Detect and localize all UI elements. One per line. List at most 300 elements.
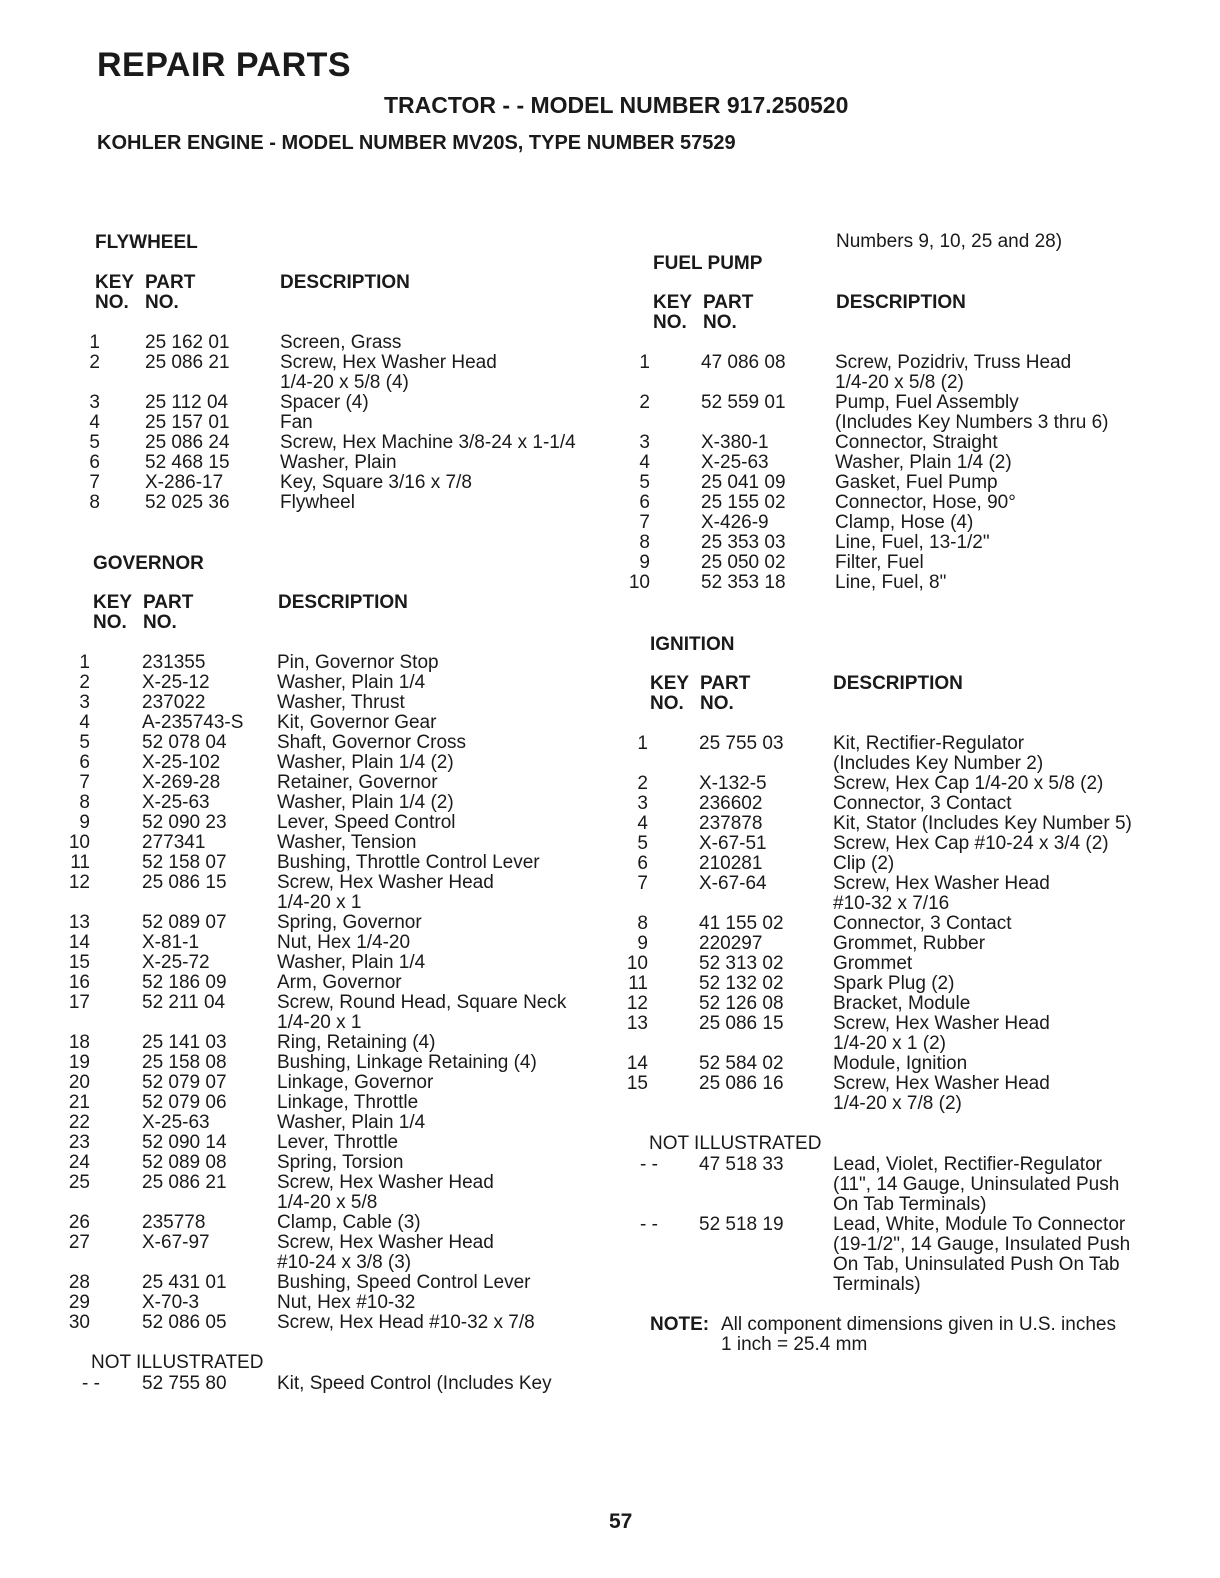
key-number: 2 <box>79 672 90 693</box>
key-header: KEY <box>93 592 133 613</box>
key-number: 2 <box>89 352 100 373</box>
table-row <box>0 734 1220 754</box>
part-number: 235778 <box>142 1212 206 1233</box>
part-description: 1/4-20 x 1 <box>277 1012 362 1033</box>
part-number: 25 086 21 <box>142 1172 227 1193</box>
part-number: X-81-1 <box>142 932 200 953</box>
key-number: 4 <box>639 452 650 473</box>
key-number: 1 <box>639 352 650 373</box>
key-number: 13 <box>626 1013 648 1034</box>
part-number: 277341 <box>142 832 206 853</box>
part-number: 25 431 01 <box>142 1272 227 1293</box>
key-number: 8 <box>79 792 90 813</box>
part-number: X-67-51 <box>699 833 767 854</box>
part-description: Washer, Plain 1/4 (2) <box>277 752 454 773</box>
part-description: Bushing, Linkage Retaining (4) <box>277 1052 537 1073</box>
key-number: 24 <box>68 1152 90 1173</box>
part-description: Connector, Straight <box>835 432 998 453</box>
part-description: Bracket, Module <box>833 993 971 1014</box>
key-number: 9 <box>637 933 648 954</box>
key-number: 7 <box>639 512 650 533</box>
part-number: 25 086 21 <box>145 352 230 373</box>
key-number: 10 <box>626 953 648 974</box>
part-number: X-67-64 <box>699 873 767 894</box>
table-row <box>0 713 610 733</box>
key-number: 11 <box>70 852 90 873</box>
part-description: Line, Fuel, 13-1/2" <box>835 532 990 553</box>
table-row-continuation <box>0 413 1220 433</box>
part-description: Linkage, Throttle <box>277 1092 419 1113</box>
part-number: 47 086 08 <box>701 352 786 373</box>
part-description: Screw, Hex Washer Head <box>280 352 497 373</box>
part-description: Washer, Plain 1/4 (2) <box>835 452 1012 473</box>
note-line-2: 1 inch = 25.4 mm <box>721 1334 868 1355</box>
ignition-not-illustrated-list <box>0 1152 1220 1295</box>
part-description: Washer, Plain 1/4 <box>277 672 426 693</box>
key-number: 19 <box>68 1052 90 1073</box>
part-description: Screw, Hex Machine 3/8-24 x 1-1/4 <box>280 432 576 453</box>
table-row <box>0 433 1220 453</box>
table-row-continuation <box>0 1034 1220 1054</box>
part-number: 25 050 02 <box>701 552 786 573</box>
key-number: 3 <box>79 692 90 713</box>
part-number: 25 041 09 <box>701 472 786 493</box>
tractor-model-heading: TRACTOR - - MODEL NUMBER 917.250520 <box>384 92 849 118</box>
part-number: 52 025 36 <box>145 492 230 513</box>
table-row <box>0 493 1220 513</box>
part-description: Arm, Governor <box>277 972 402 993</box>
note-line-1: All component dimensions given in U.S. inches <box>721 1314 1116 1335</box>
key-number: 30 <box>68 1312 90 1333</box>
key-number: - - <box>640 1214 658 1235</box>
part-number: 41 155 02 <box>699 913 784 934</box>
part-description: Fan <box>280 412 313 433</box>
part-description: Linkage, Governor <box>277 1072 434 1093</box>
part-number: 25 086 16 <box>699 1073 784 1094</box>
key-number: 28 <box>68 1272 90 1293</box>
table-row <box>0 353 1220 373</box>
table-row <box>0 573 1220 593</box>
part-description: Line, Fuel, 8" <box>835 572 947 593</box>
governor-section-title: GOVERNOR <box>93 553 204 574</box>
part-number: 52 132 02 <box>699 973 784 994</box>
part-description: Washer, Tension <box>277 832 417 853</box>
part-description: Filter, Fuel <box>835 552 924 573</box>
key-number: 13 <box>68 912 90 933</box>
key-number: 10 <box>68 832 90 853</box>
part-description: Clip (2) <box>833 853 895 874</box>
key-number: 4 <box>79 712 90 733</box>
part-description: Terminals) <box>833 1274 921 1295</box>
table-row <box>0 1014 1220 1034</box>
part-description: Kit, Governor Gear <box>277 712 437 733</box>
part-number: 52 089 08 <box>142 1152 227 1173</box>
part-description: Screw, Hex Washer Head <box>833 1073 1050 1094</box>
part-description: #10-32 x 7/16 <box>833 893 950 914</box>
part-description: 1/4-20 x 1 (2) <box>833 1033 946 1054</box>
key-number: 6 <box>89 452 100 473</box>
table-row <box>0 1152 1220 1175</box>
part-description: Lever, Throttle <box>277 1132 399 1153</box>
key-number: 1 <box>79 652 90 673</box>
part-description: Lead, White, Module To Connector <box>833 1214 1126 1235</box>
part-description: Spacer (4) <box>280 392 369 413</box>
part-number: 52 090 14 <box>142 1132 227 1153</box>
table-row <box>0 1212 1220 1235</box>
fuel-pump-parts-list <box>0 353 1220 593</box>
fuel-pump-section-title: FUEL PUMP <box>653 253 763 274</box>
part-description: Screw, Hex Washer Head <box>277 1172 494 1193</box>
part-number: 25 162 01 <box>145 332 230 353</box>
description-header: DESCRIPTION <box>836 292 966 313</box>
part-number: 231355 <box>142 652 206 673</box>
table-row <box>0 934 1220 954</box>
key-number: 23 <box>68 1132 90 1153</box>
part-number: X-25-63 <box>701 452 769 473</box>
part-header: PART <box>143 592 194 613</box>
part-number: 52 079 07 <box>142 1072 227 1093</box>
part-description: (19-1/2", 14 Gauge, Insulated Push <box>833 1234 1131 1255</box>
part-number: 25 155 02 <box>701 492 786 513</box>
engine-model-heading: KOHLER ENGINE - MODEL NUMBER MV20S, TYPE NUMBER 57529 <box>97 132 736 154</box>
key-number: 15 <box>68 952 90 973</box>
table-row <box>0 693 610 713</box>
part-description: Spring, Governor <box>277 912 422 933</box>
key-number: 7 <box>637 873 648 894</box>
part-number: 25 157 01 <box>145 412 230 433</box>
description-header: DESCRIPTION <box>278 592 408 613</box>
part-description: Washer, Plain <box>280 452 397 473</box>
key-number: 9 <box>79 812 90 833</box>
ignition-section-title: IGNITION <box>650 634 735 655</box>
part-description: Nut, Hex 1/4-20 <box>277 932 411 953</box>
table-row <box>0 533 1220 553</box>
part-description: Washer, Plain 1/4 <box>277 1112 426 1133</box>
table-row-continuation <box>0 373 1220 393</box>
part-number: X-132-5 <box>699 773 767 794</box>
table-row <box>0 393 1220 413</box>
part-number: X-25-63 <box>142 1112 210 1133</box>
key-number: 6 <box>79 752 90 773</box>
part-description: Gasket, Fuel Pump <box>835 472 998 493</box>
part-description: On Tab Terminals) <box>833 1194 987 1215</box>
part-number: 52 468 15 <box>145 452 230 473</box>
ignition-not-illustrated-label: NOT ILLUSTRATED <box>649 1133 822 1154</box>
key-number: 18 <box>68 1032 90 1053</box>
part-description: Spark Plug (2) <box>833 973 955 994</box>
table-row <box>0 653 610 673</box>
part-no-header: NO. <box>700 693 734 714</box>
table-row <box>0 794 1220 814</box>
part-description: (Includes Key Number 2) <box>833 753 1044 774</box>
part-no-header: NO. <box>145 292 179 313</box>
key-number: 3 <box>639 432 650 453</box>
part-number: X-286-17 <box>145 472 224 493</box>
part-number: 52 079 06 <box>142 1092 227 1113</box>
table-row-continuation <box>0 894 1220 914</box>
part-header: PART <box>145 272 196 293</box>
key-number: 26 <box>68 1212 90 1233</box>
key-number: 14 <box>68 932 90 953</box>
part-description: Bushing, Speed Control Lever <box>277 1272 531 1293</box>
part-description: Screw, Hex Cap 1/4-20 x 5/8 (2) <box>833 773 1104 794</box>
part-number: 52 089 07 <box>142 912 227 933</box>
part-number: 52 755 80 <box>142 1373 227 1394</box>
part-number: 52 078 04 <box>142 732 227 753</box>
part-description: 1/4-20 x 1 <box>277 892 362 913</box>
part-description: Screw, Hex Cap #10-24 x 3/4 (2) <box>833 833 1109 854</box>
key-number: 5 <box>89 432 100 453</box>
part-description: Screw, Hex Washer Head <box>277 872 494 893</box>
part-number: 237022 <box>142 692 206 713</box>
key-number: 11 <box>628 973 648 994</box>
table-row-continuation <box>0 1272 1220 1295</box>
key-number: 21 <box>68 1092 90 1113</box>
part-description: (11", 14 Gauge, Uninsulated Push <box>833 1174 1120 1195</box>
key-number: 3 <box>89 392 100 413</box>
part-number: 52 211 04 <box>142 992 226 1013</box>
part-number: 25 353 03 <box>701 532 786 553</box>
part-number: 25 158 08 <box>142 1052 227 1073</box>
table-row <box>0 1113 610 1133</box>
table-row <box>0 333 610 353</box>
part-description: 1/4-20 x 7/8 (2) <box>833 1093 962 1114</box>
table-row <box>0 513 1220 533</box>
table-row-continuation <box>0 1094 1220 1114</box>
part-description: Connector, 3 Contact <box>833 913 1012 934</box>
part-description: Retainer, Governor <box>277 772 438 793</box>
governor-not-illustrated-label: NOT ILLUSTRATED <box>91 1352 264 1373</box>
part-number: 220297 <box>699 933 763 954</box>
part-description: 1/4-20 x 5/8 (2) <box>835 372 964 393</box>
part-number: X-380-1 <box>701 432 769 453</box>
part-description: Washer, Thrust <box>277 692 405 713</box>
part-description: Grommet <box>833 953 913 974</box>
part-description: Grommet, Rubber <box>833 933 986 954</box>
key-number: 1 <box>637 733 648 754</box>
part-number: 52 584 02 <box>699 1053 784 1074</box>
table-row <box>0 1313 610 1333</box>
part-number: X-25-12 <box>142 672 210 693</box>
key-number: 17 <box>68 992 90 1013</box>
part-number: X-67-97 <box>142 1232 210 1253</box>
part-description: Kit, Stator (Includes Key Number 5) <box>833 813 1132 834</box>
part-number: 25 141 03 <box>142 1032 227 1053</box>
key-number: 20 <box>68 1072 90 1093</box>
table-row <box>0 1374 610 1394</box>
table-row <box>0 553 1220 573</box>
part-header: PART <box>703 292 754 313</box>
part-description: Bushing, Throttle Control Lever <box>277 852 540 873</box>
part-description: Ring, Retaining (4) <box>277 1032 436 1053</box>
part-number: X-25-72 <box>142 952 210 973</box>
part-description: Screw, Hex Washer Head <box>277 1232 494 1253</box>
table-row <box>0 473 1220 493</box>
governor-not-illustrated-list <box>0 1374 610 1394</box>
part-description: Screw, Pozidriv, Truss Head <box>835 352 1072 373</box>
governor-continued-text: Numbers 9, 10, 25 and 28) <box>836 231 1063 252</box>
table-row-continuation <box>0 1172 1220 1195</box>
table-row <box>0 914 1220 934</box>
key-number: 8 <box>89 492 100 513</box>
part-number: 52 518 19 <box>699 1214 784 1235</box>
part-header: PART <box>700 673 751 694</box>
part-description: Lead, Violet, Rectifier-Regulator <box>833 1154 1102 1175</box>
table-row <box>0 1293 610 1313</box>
part-description: Flywheel <box>280 492 355 513</box>
table-row <box>0 1133 610 1153</box>
key-header: KEY <box>650 673 690 694</box>
part-description: Spring, Torsion <box>277 1152 404 1173</box>
part-number: 52 186 09 <box>142 972 227 993</box>
table-row <box>0 814 1220 834</box>
part-description: #10-24 x 3/8 (3) <box>277 1252 412 1273</box>
part-description: Connector, Hose, 90° <box>835 492 1016 513</box>
part-no-header: NO. <box>703 312 737 333</box>
key-number: 8 <box>639 532 650 553</box>
part-number: 210281 <box>699 853 763 874</box>
part-description: Screen, Grass <box>280 332 402 353</box>
table-row <box>0 453 1220 473</box>
part-description: Screw, Hex Washer Head <box>833 1013 1050 1034</box>
table-row-continuation <box>0 1192 1220 1215</box>
table-row-continuation <box>0 1232 1220 1255</box>
part-description: Screw, Hex Head #10-32 x 7/8 <box>277 1312 535 1333</box>
table-row <box>0 954 1220 974</box>
key-number: 14 <box>626 1053 648 1074</box>
key-no-header: NO. <box>650 693 684 714</box>
part-number: 52 126 08 <box>699 993 784 1014</box>
part-number: 25 086 24 <box>145 432 230 453</box>
key-number: 27 <box>68 1232 90 1253</box>
part-number: 52 158 07 <box>142 852 227 873</box>
part-number: 236602 <box>699 793 763 814</box>
key-number: 29 <box>68 1292 90 1313</box>
part-description: Connector, 3 Contact <box>833 793 1012 814</box>
key-number: 10 <box>628 572 650 593</box>
ignition-parts-list <box>0 734 1220 1114</box>
part-description: Pump, Fuel Assembly <box>835 392 1019 413</box>
part-description: 1/4-20 x 5/8 (4) <box>280 372 409 393</box>
key-header: KEY <box>653 292 693 313</box>
table-row-continuation <box>0 1252 1220 1275</box>
part-description: Kit, Rectifier-Regulator <box>833 733 1025 754</box>
part-number: X-269-28 <box>142 772 221 793</box>
key-header: KEY <box>95 272 135 293</box>
part-number: A-235743-S <box>142 712 244 733</box>
part-description: (Includes Key Numbers 3 thru 6) <box>835 412 1109 433</box>
table-row <box>0 854 1220 874</box>
key-number: 16 <box>68 972 90 993</box>
part-number: 52 090 23 <box>142 812 227 833</box>
key-number: 5 <box>79 732 90 753</box>
key-number: 12 <box>68 872 90 893</box>
part-number: 25 086 15 <box>142 872 227 893</box>
part-description: Shaft, Governor Cross <box>277 732 467 753</box>
key-number: 2 <box>637 773 648 794</box>
part-number: 47 518 33 <box>699 1154 784 1175</box>
key-number: 15 <box>626 1073 648 1094</box>
part-number: X-25-102 <box>142 752 221 773</box>
part-number: 52 353 18 <box>701 572 786 593</box>
part-description: Nut, Hex #10-32 <box>277 1292 416 1313</box>
table-row <box>0 1054 1220 1074</box>
key-number: 2 <box>639 392 650 413</box>
part-number: X-70-3 <box>142 1292 200 1313</box>
flywheel-section-title: FLYWHEEL <box>95 232 198 253</box>
key-no-header: NO. <box>93 612 127 633</box>
part-description: Washer, Plain 1/4 <box>277 952 426 973</box>
key-number: 6 <box>637 853 648 874</box>
part-number: 237878 <box>699 813 763 834</box>
part-description: Key, Square 3/16 x 7/8 <box>280 472 472 493</box>
part-description: Clamp, Hose (4) <box>835 512 974 533</box>
key-number: 4 <box>637 813 648 834</box>
description-header: DESCRIPTION <box>833 673 963 694</box>
part-description: Lever, Speed Control <box>277 812 456 833</box>
key-number: 12 <box>626 993 648 1014</box>
key-number: - - <box>82 1373 100 1394</box>
page-number: 57 <box>609 1510 633 1533</box>
part-number: X-426-9 <box>701 512 769 533</box>
key-number: 5 <box>639 472 650 493</box>
key-number: 1 <box>89 332 100 353</box>
page-title: REPAIR PARTS <box>97 46 352 84</box>
part-number: 25 086 15 <box>699 1013 784 1034</box>
key-number: - - <box>640 1154 658 1175</box>
key-number: 5 <box>637 833 648 854</box>
key-number: 7 <box>79 772 90 793</box>
table-row <box>0 673 610 693</box>
part-description: Clamp, Cable (3) <box>277 1212 421 1233</box>
key-number: 6 <box>639 492 650 513</box>
table-row <box>0 1074 1220 1094</box>
key-no-header: NO. <box>95 292 129 313</box>
key-number: 9 <box>639 552 650 573</box>
key-number: 25 <box>68 1172 90 1193</box>
part-number: 52 313 02 <box>699 953 784 974</box>
table-row <box>0 994 1220 1014</box>
key-no-header: NO. <box>653 312 687 333</box>
part-description: Screw, Round Head, Square Neck <box>277 992 567 1013</box>
description-header: DESCRIPTION <box>280 272 410 293</box>
part-description: Module, Ignition <box>833 1053 968 1074</box>
part-description: Kit, Speed Control (Includes Key <box>277 1373 552 1394</box>
part-number: X-25-63 <box>142 792 210 813</box>
note-label: NOTE: <box>650 1314 710 1335</box>
key-number: 7 <box>89 472 100 493</box>
part-description: Screw, Hex Washer Head <box>833 873 1050 894</box>
key-number: 22 <box>68 1112 90 1133</box>
key-number: 4 <box>89 412 100 433</box>
table-row <box>0 974 1220 994</box>
key-number: 8 <box>637 913 648 934</box>
part-number: 52 559 01 <box>701 392 786 413</box>
dimensions-note <box>650 1314 1116 1355</box>
key-number: 3 <box>637 793 648 814</box>
part-description: 1/4-20 x 5/8 <box>277 1192 378 1213</box>
part-description: On Tab, Uninsulated Push On Tab <box>833 1254 1120 1275</box>
table-row-continuation <box>0 754 1220 774</box>
table-row <box>0 834 1220 854</box>
part-description: Washer, Plain 1/4 (2) <box>277 792 454 813</box>
table-row <box>0 774 1220 794</box>
part-number: 25 755 03 <box>699 733 784 754</box>
table-row <box>0 874 1220 894</box>
part-number: 25 112 04 <box>145 392 229 413</box>
part-number: 52 086 05 <box>142 1312 227 1333</box>
part-description: Pin, Governor Stop <box>277 652 439 673</box>
